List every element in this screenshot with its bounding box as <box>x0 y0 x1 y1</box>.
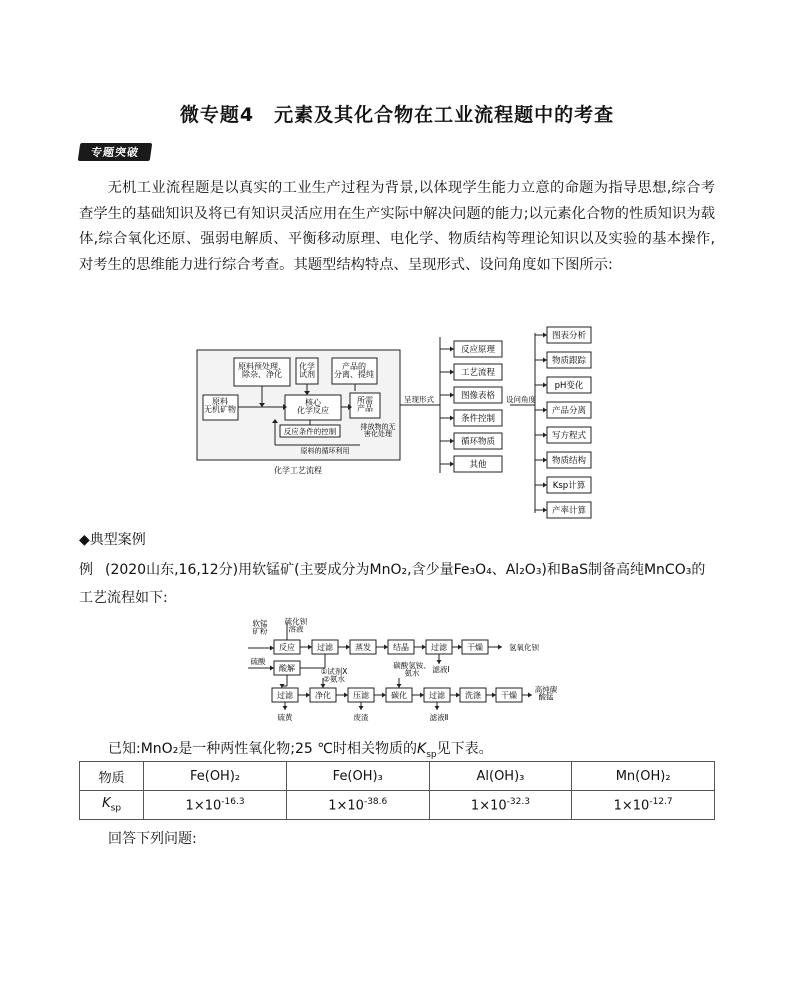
present-item-label: 其他 <box>469 460 487 470</box>
arrow-head <box>543 358 547 363</box>
arrow-head <box>308 645 312 650</box>
arrow-head <box>450 416 454 421</box>
carbonize-label: 碳化 <box>391 691 407 700</box>
process-structure-diagram <box>190 325 610 520</box>
reagent-label: 试剂 <box>299 370 315 379</box>
arrow-head <box>450 462 454 467</box>
table-row <box>80 791 715 820</box>
ksp-value-cell: $1\times 10^{-38.6}$ <box>286 791 429 820</box>
carb-reagent-label: 氨水 <box>404 668 420 678</box>
ask-item-label: 图表分析 <box>551 331 587 341</box>
page-title: 微专题4 元素及其化合物在工业流程题中的考查 <box>179 104 615 126</box>
product-separation-label: 分离、提纯 <box>334 370 374 379</box>
ask-item-label: 写方程式 <box>551 431 587 441</box>
core-reaction-label: 核心 <box>305 398 321 407</box>
example-text: (2020山东,16,12分)用软锰矿(主要成分为MnO₂,含少量Fe₃O₄、Al₂O₃)和BaS制备高纯MnCO₃的工艺流程如下: <box>79 562 706 606</box>
table-header-cell: Fe(OH)₃ <box>286 762 429 791</box>
bas-label: 硫化钡 <box>284 617 308 626</box>
arrow-head <box>543 333 547 338</box>
ask-item-label: Ksp计算 <box>552 481 586 491</box>
arrow-head <box>543 458 547 463</box>
dry-label: 干燥 <box>501 691 517 700</box>
ksp-value-cell: $1\times 10^{-32.3}$ <box>429 791 572 820</box>
sulfur-label: 硫黄 <box>277 713 293 722</box>
product1-label: 氢氧化钡 <box>509 643 539 652</box>
carb-reagent-label: 碳酸氢铵、 <box>393 661 431 670</box>
ksp-value-cell: $1\times 10^{-16.3}$ <box>144 791 287 820</box>
example-label: 例 <box>79 562 93 578</box>
ask-item-label: pH变化 <box>554 381 584 391</box>
product-separation-label: 产品的 <box>342 362 366 371</box>
arrow-head <box>321 684 326 688</box>
press-filter-label: 压滤 <box>353 691 369 700</box>
pretreatment-label: 除杂、净化 <box>242 370 282 379</box>
arrow-head <box>456 693 460 698</box>
arrow-head <box>435 706 440 710</box>
arrow-head <box>543 508 547 513</box>
target-product-label: 产品 <box>357 404 373 413</box>
arrow-head <box>270 666 274 671</box>
reagent-label: 化学 <box>299 362 315 371</box>
core-reaction-label: 化学反应 <box>297 406 329 415</box>
arrow-head <box>397 684 402 688</box>
arrow-head <box>450 393 454 398</box>
arrow-head <box>450 347 454 352</box>
table-header-row <box>80 762 715 791</box>
bas-label: 溶液 <box>288 624 304 634</box>
filtrate1-label: 滤液Ⅰ <box>432 665 450 674</box>
ask-item-label: 产率计算 <box>551 506 587 516</box>
filtrate2-label: 滤液Ⅱ <box>429 713 449 722</box>
target-product-label: 所需 <box>357 396 373 405</box>
acid-label: 硫酸 <box>250 657 266 666</box>
arrow-head <box>422 645 426 650</box>
reagent-x-label: ②氨水 <box>323 674 345 684</box>
arrow-head <box>458 645 462 650</box>
arrow-head <box>450 370 454 375</box>
filter-label: 过滤 <box>317 643 333 652</box>
table-header-cell: Mn(OH)₂ <box>572 762 715 791</box>
arrow-head <box>498 645 502 650</box>
ore-label: 矿粉 <box>252 626 268 636</box>
arrow-head <box>437 660 442 664</box>
filter-label: 过滤 <box>429 691 445 700</box>
ask-item-label: 产品分离 <box>551 406 587 416</box>
ask-item-label: 物质结构 <box>551 456 587 466</box>
product2-label: 高纯碳 <box>534 685 558 694</box>
raw-material-label: 无机矿物 <box>204 405 236 414</box>
section-heading: ◆典型案例 <box>79 532 146 548</box>
filter-label: 过滤 <box>431 643 447 652</box>
ask-angle-label: 设问角度 <box>506 395 536 404</box>
arrow-head <box>306 693 310 698</box>
reagent-x-label: ①试剂X <box>320 667 348 676</box>
present-form-label: 呈现形式 <box>404 395 434 404</box>
mnco3-flow-diagram <box>244 614 564 726</box>
condition-label: 反应条件的控制 <box>283 427 337 436</box>
product2-label: 酸锰 <box>538 692 554 702</box>
arrow-head <box>543 483 547 488</box>
arrow-head <box>359 706 364 710</box>
waste-treatment-label: 排放物的无 <box>360 423 396 431</box>
arrow-head <box>528 693 532 698</box>
crystallize-label: 结晶 <box>393 643 409 652</box>
waste-treatment-label: 害化处理 <box>364 430 392 438</box>
purify-label: 净化 <box>315 691 331 700</box>
ksp-table <box>79 761 715 820</box>
ksp-row-label: $K_{sp}$ <box>80 791 144 820</box>
arrow-head <box>543 433 547 438</box>
table-header-cell: Al(OH)₃ <box>429 762 572 791</box>
waste-slag-label: 废渣 <box>353 713 369 722</box>
arrow-head <box>344 693 348 698</box>
arrow-head <box>492 693 496 698</box>
intro-paragraph: 无机工业流程题是以真实的工业生产过程为背景,以体现学生能力立意的命题为指导思想,综合考查学生的基础知识及将已有知识灵活应用在生产实际中解决问题的能力;以元素化合物的性质知识为载体,综合氧化还原、强弱电解质、平衡移动原理、电化学、物质结构等理论知识以及实验的基本操作,对考生的思维能力进行综合考查。其题型结构特点、呈现形式、设问角度如下图所示: <box>79 180 715 273</box>
acid-leach-label: 酸解 <box>279 664 295 673</box>
raw-material-label: 原料 <box>212 397 228 406</box>
react-label: 反应 <box>279 643 295 652</box>
recycle-label: 原料的循环利用 <box>300 447 350 455</box>
present-item-label: 图像表格 <box>460 391 496 401</box>
answer-prompt: 回答下列问题: <box>108 831 197 847</box>
filter-label: 过滤 <box>277 691 293 700</box>
evaporate-label: 蒸发 <box>355 643 371 652</box>
example-question <box>79 556 719 612</box>
pretreatment-label: 原料预处理、 <box>238 362 286 371</box>
arrow-head <box>384 645 388 650</box>
present-item-label: 条件控制 <box>460 414 496 424</box>
table-header-cell: 物质 <box>80 762 144 791</box>
wash-label: 洗涤 <box>465 691 481 700</box>
ask-item-label: 物质跟踪 <box>551 356 587 366</box>
arrow-head <box>420 693 424 698</box>
arrow-head <box>382 693 386 698</box>
ksp-value-cell: $1\times 10^{-12.7}$ <box>572 791 715 820</box>
arrow-head <box>346 645 350 650</box>
present-item-label: 循环物质 <box>460 437 496 447</box>
diagram-caption: 化学工艺流程 <box>274 466 322 475</box>
arrow-head <box>450 439 454 444</box>
arrow-head <box>543 383 547 388</box>
present-item-label: 反应原理 <box>460 345 496 355</box>
dry-label: 干燥 <box>467 643 483 652</box>
table-header-cell: Fe(OH)₂ <box>144 762 287 791</box>
ore-label: 软锰 <box>252 619 268 628</box>
arrow-head <box>283 706 288 710</box>
present-item-label: 工艺流程 <box>460 368 496 378</box>
arrow-head <box>543 408 547 413</box>
known-condition: 已知:MnO₂是一种两性氧化物;25 ℃时相关物质的$K_{sp}$见下表。 <box>108 741 493 760</box>
topic-badge: 专题突破 <box>78 143 153 161</box>
arrow-head <box>270 646 274 651</box>
